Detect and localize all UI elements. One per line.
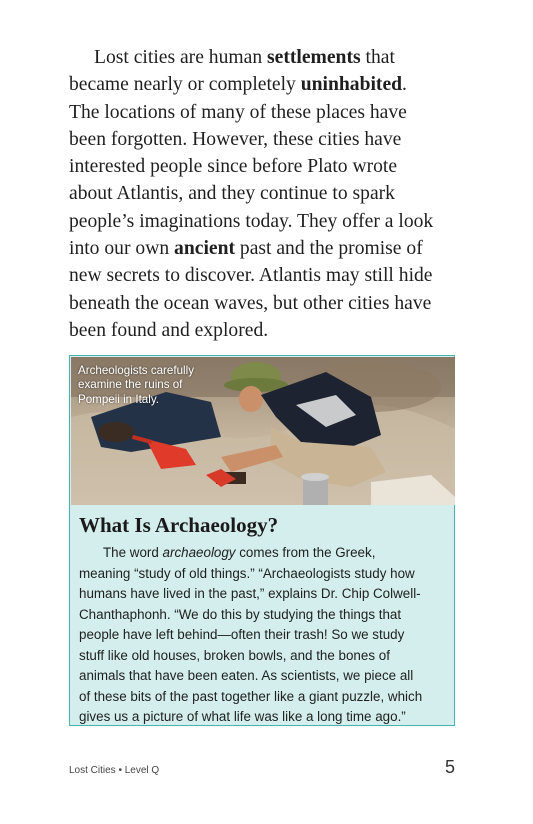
- page-number: 5: [445, 757, 456, 777]
- text-line: The locations of many of these places have: [69, 101, 407, 123]
- photo-caption: [78, 364, 213, 407]
- caption-line: Pompeii in Italy.: [78, 392, 159, 406]
- glossary-term-settlements: settlements: [267, 47, 361, 68]
- italic-term-archaeology: archaeology: [162, 545, 236, 560]
- text-line: people’s imaginations today. They offer a look: [69, 210, 434, 232]
- text-line: became nearly or completely uninhabited.: [69, 74, 407, 96]
- text-line: new secrets to discover. Atlantis may still hide: [69, 265, 433, 287]
- text-line: beneath the ocean waves, but other cities have: [69, 292, 432, 314]
- main-paragraph: [69, 44, 469, 344]
- text-line: about Atlantis, and they continue to spark: [69, 183, 395, 205]
- book-title-footer: Lost Cities • Level Q: [69, 765, 160, 776]
- glossary-term-ancient: ancient: [174, 238, 235, 260]
- text-line: been found and explored.: [69, 319, 269, 341]
- caption-line: examine the ruins of: [78, 378, 183, 392]
- sidebar-line: Chanthaphonh. “We do this by studying the things that: [79, 606, 402, 622]
- sidebar-box: [69, 355, 455, 726]
- sidebar-line: people have left behind—often their trash! So we study: [79, 627, 405, 642]
- sidebar-line: gives us a picture of what life was like a long time ago.”: [79, 709, 406, 724]
- caption-line: Archeologists carefully: [78, 364, 194, 377]
- sidebar-line: The word archaeology comes from the Greek,: [103, 545, 376, 560]
- sidebar-line: animals that have been eaten. As scientists, we piece all: [79, 668, 414, 683]
- text-line: into our own ancient past and the promise of: [69, 238, 423, 260]
- text-line: interested people since before Plato wrote: [69, 156, 398, 178]
- glossary-term-uninhabited: uninhabited: [300, 74, 403, 96]
- sidebar-line: meaning “study of old things.” “Archaeologists study how: [79, 565, 415, 581]
- text-line: Lost cities are human settlements that: [94, 47, 395, 68]
- sidebar-line: of these bits of the past together like a giant puzzle, which: [79, 688, 423, 704]
- sidebar-line: stuff like old houses, broken bowls, and the bones of: [79, 647, 390, 663]
- sidebar-heading: What Is Archaeology?: [79, 513, 279, 537]
- pompeii-excavation-photo: [71, 357, 455, 505]
- sidebar-text: [79, 543, 449, 728]
- text-line: been forgotten. However, these cities have: [69, 128, 402, 150]
- sidebar-line: humans have lived in the past,” explains Dr. Chip Colwell-: [79, 586, 421, 601]
